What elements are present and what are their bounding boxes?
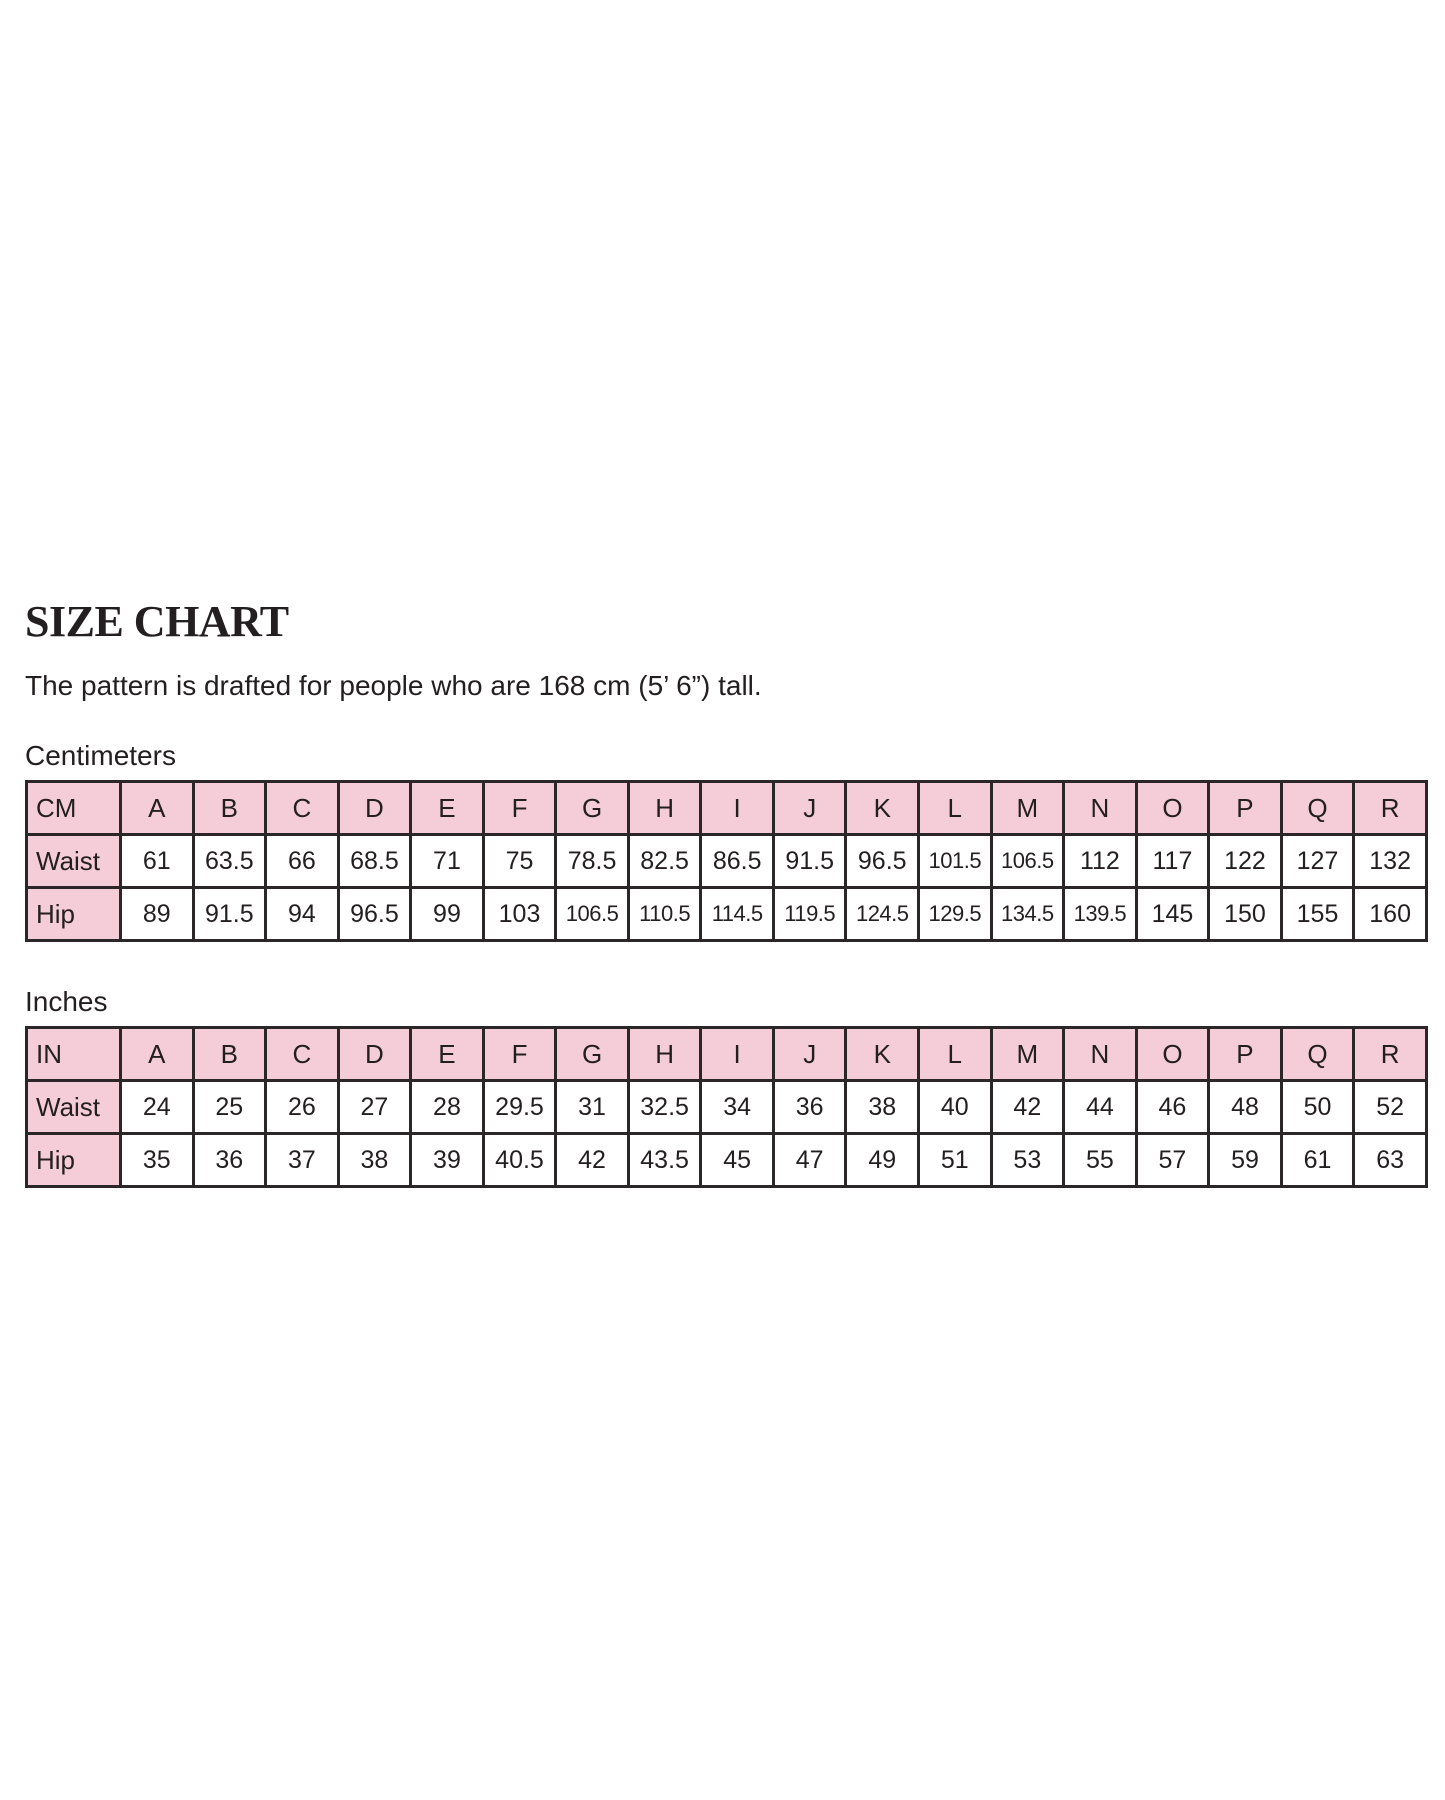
value-cell: 117 (1136, 835, 1209, 888)
value-cell: 101.5 (919, 835, 992, 888)
page-title: SIZE CHART (25, 597, 289, 646)
value-cell: 91.5 (193, 888, 266, 941)
size-header-cell: I (701, 782, 774, 835)
size-header-cell: O (1136, 782, 1209, 835)
value-cell: 49 (846, 1134, 919, 1187)
row-label-cell: Waist (27, 1081, 121, 1134)
value-cell: 44 (1064, 1081, 1137, 1134)
size-chart-document (25, 596, 1428, 1188)
size-header-cell: K (846, 782, 919, 835)
row-label-cell: Waist (27, 835, 121, 888)
value-cell: 150 (1209, 888, 1282, 941)
value-cell: 94 (266, 888, 339, 941)
row-label-cell: Hip (27, 1134, 121, 1187)
size-header-cell: B (193, 782, 266, 835)
size-header-cell: Q (1281, 1028, 1354, 1081)
value-cell: 40 (919, 1081, 992, 1134)
size-header-cell: A (121, 782, 194, 835)
value-cell: 68.5 (338, 835, 411, 888)
row-label-cell: Hip (27, 888, 121, 941)
size-header-cell: E (411, 782, 484, 835)
value-cell: 40.5 (483, 1134, 556, 1187)
value-cell: 42 (991, 1081, 1064, 1134)
size-header-cell: C (266, 782, 339, 835)
size-header-cell: D (338, 782, 411, 835)
unit-header-cell: CM (27, 782, 121, 835)
height-note: The pattern is drafted for people who are 168 cm (5’ 6”) tall. (25, 670, 762, 701)
value-cell: 34 (701, 1081, 774, 1134)
header-row (27, 782, 1427, 835)
value-cell: 47 (773, 1134, 846, 1187)
size-header-cell: N (1064, 782, 1137, 835)
value-cell: 39 (411, 1134, 484, 1187)
size-header-cell: H (628, 1028, 701, 1081)
value-cell: 132 (1354, 835, 1427, 888)
value-cell: 82.5 (628, 835, 701, 888)
value-cell: 96.5 (846, 835, 919, 888)
value-cell: 50 (1281, 1081, 1354, 1134)
inches-label: Inches (25, 986, 108, 1017)
value-cell: 29.5 (483, 1081, 556, 1134)
value-cell: 61 (121, 835, 194, 888)
value-cell: 52 (1354, 1081, 1427, 1134)
size-header-cell: G (556, 782, 629, 835)
value-cell: 124.5 (846, 888, 919, 941)
size-header-cell: E (411, 1028, 484, 1081)
value-cell: 27 (338, 1081, 411, 1134)
unit-header-cell: IN (27, 1028, 121, 1081)
value-cell: 122 (1209, 835, 1282, 888)
size-header-cell: R (1354, 782, 1427, 835)
value-cell: 32.5 (628, 1081, 701, 1134)
value-cell: 71 (411, 835, 484, 888)
value-cell: 25 (193, 1081, 266, 1134)
value-cell: 78.5 (556, 835, 629, 888)
value-cell: 26 (266, 1081, 339, 1134)
value-cell: 86.5 (701, 835, 774, 888)
value-cell: 61 (1281, 1134, 1354, 1187)
size-header-cell: G (556, 1028, 629, 1081)
size-header-cell: P (1209, 782, 1282, 835)
size-header-cell: K (846, 1028, 919, 1081)
size-header-cell: D (338, 1028, 411, 1081)
value-cell: 42 (556, 1134, 629, 1187)
value-cell: 59 (1209, 1134, 1282, 1187)
measurement-row (27, 835, 1427, 888)
value-cell: 110.5 (628, 888, 701, 941)
value-cell: 89 (121, 888, 194, 941)
value-cell: 106.5 (991, 835, 1064, 888)
size-header-cell: F (483, 1028, 556, 1081)
value-cell: 114.5 (701, 888, 774, 941)
size-header-cell: B (193, 1028, 266, 1081)
size-header-cell: H (628, 782, 701, 835)
size-header-cell: L (919, 782, 992, 835)
measurement-row (27, 1081, 1427, 1134)
value-cell: 43.5 (628, 1134, 701, 1187)
value-cell: 57 (1136, 1134, 1209, 1187)
size-header-cell: A (121, 1028, 194, 1081)
size-header-cell: L (919, 1028, 992, 1081)
value-cell: 46 (1136, 1081, 1209, 1134)
value-cell: 112 (1064, 835, 1137, 888)
value-cell: 24 (121, 1081, 194, 1134)
measurement-row (27, 888, 1427, 941)
value-cell: 37 (266, 1134, 339, 1187)
value-cell: 99 (411, 888, 484, 941)
value-cell: 134.5 (991, 888, 1064, 941)
size-header-cell: R (1354, 1028, 1427, 1081)
size-header-cell: M (991, 782, 1064, 835)
value-cell: 36 (773, 1081, 846, 1134)
value-cell: 106.5 (556, 888, 629, 941)
value-cell: 155 (1281, 888, 1354, 941)
value-cell: 91.5 (773, 835, 846, 888)
value-cell: 160 (1354, 888, 1427, 941)
value-cell: 96.5 (338, 888, 411, 941)
value-cell: 38 (338, 1134, 411, 1187)
value-cell: 129.5 (919, 888, 992, 941)
value-cell: 119.5 (773, 888, 846, 941)
size-header-cell: M (991, 1028, 1064, 1081)
value-cell: 66 (266, 835, 339, 888)
size-header-cell: I (701, 1028, 774, 1081)
value-cell: 53 (991, 1134, 1064, 1187)
size-header-cell: J (773, 1028, 846, 1081)
size-header-cell: C (266, 1028, 339, 1081)
size-header-cell: Q (1281, 782, 1354, 835)
size-header-cell: O (1136, 1028, 1209, 1081)
value-cell: 35 (121, 1134, 194, 1187)
value-cell: 38 (846, 1081, 919, 1134)
value-cell: 103 (483, 888, 556, 941)
value-cell: 31 (556, 1081, 629, 1134)
value-cell: 36 (193, 1134, 266, 1187)
value-cell: 28 (411, 1081, 484, 1134)
header-row (27, 1028, 1427, 1081)
size-header-cell: J (773, 782, 846, 835)
value-cell: 139.5 (1064, 888, 1137, 941)
value-cell: 63 (1354, 1134, 1427, 1187)
value-cell: 45 (701, 1134, 774, 1187)
size-header-cell: N (1064, 1028, 1137, 1081)
measurement-row (27, 1134, 1427, 1187)
size-header-cell: P (1209, 1028, 1282, 1081)
value-cell: 75 (483, 835, 556, 888)
centimeters-table (25, 780, 1428, 942)
value-cell: 63.5 (193, 835, 266, 888)
value-cell: 48 (1209, 1081, 1282, 1134)
value-cell: 51 (919, 1134, 992, 1187)
value-cell: 145 (1136, 888, 1209, 941)
inches-table (25, 1026, 1428, 1188)
size-header-cell: F (483, 782, 556, 835)
value-cell: 127 (1281, 835, 1354, 888)
centimeters-label: Centimeters (25, 740, 176, 771)
value-cell: 55 (1064, 1134, 1137, 1187)
